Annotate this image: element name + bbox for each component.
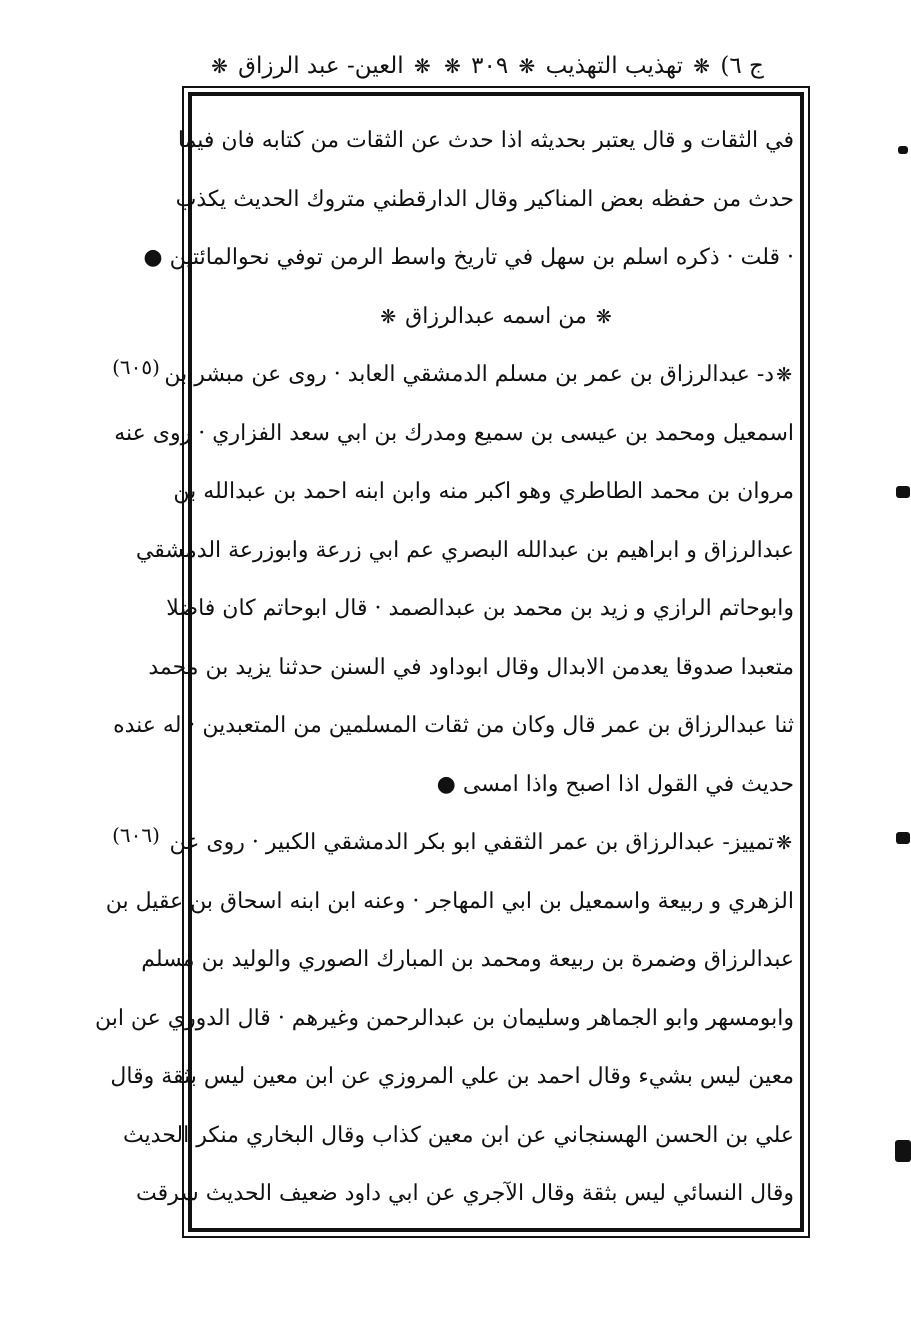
page-number: ٣٠٩ bbox=[471, 53, 509, 79]
rosette-icon: ❋ bbox=[518, 54, 536, 78]
text-line bbox=[143, 229, 794, 288]
text-line: عبدالرزاق وضمرة بن ربيعة ومحمد بن المبارك الصوري والوليد بن مسلم bbox=[141, 947, 794, 972]
entry-number-605: (٦٠٥) bbox=[112, 355, 160, 379]
rosette-icon: ❋ bbox=[380, 305, 397, 328]
text-line: معين ليس بشيء وقال احمد بن علي المروزي عن ابن معين ليس بثقة وقال bbox=[110, 1064, 794, 1089]
running-header: ج ٦) ❋ تهذيب التهذيب ❋ ٣٠٩ ❋ ❋ العين- عبد الرزاق ❋ bbox=[170, 46, 802, 86]
rosette-icon: ❋ bbox=[444, 54, 461, 78]
rosette-icon: ❋ bbox=[693, 54, 711, 78]
section-heading-text: من اسمه عبدالرزاق bbox=[405, 303, 587, 329]
line-end-dot-icon: ● bbox=[436, 771, 456, 797]
scan-mark bbox=[898, 146, 908, 154]
text-line: اسمعيل ومحمد بن عيسى بن سميع ومدرك بن ابي سعد الفزاري · روى عنه bbox=[114, 420, 794, 446]
text-line: وابوحاتم الرازي و زيد بن محمد بن عبدالصمد · قال ابوحاتم كان فاضلا bbox=[166, 596, 794, 621]
text-line: عبدالرزاق و ابراهيم بن عبدالله البصري عم ابي زرعة وابوزرعة الدمشقي bbox=[135, 537, 794, 563]
text-line-content: · قلت · ذكره اسلم بن سهل في تاريخ واسط الرمن توفي نحوالمائتين bbox=[169, 245, 794, 270]
scan-mark bbox=[896, 832, 910, 844]
line-end-dot-icon: ● bbox=[143, 245, 163, 270]
book-title: تهذيب التهذيب bbox=[545, 53, 683, 79]
rosette-icon: ❋ bbox=[211, 54, 228, 78]
rosette-icon: ❋ bbox=[776, 832, 792, 854]
entry-number-606: (٦٠٦) bbox=[112, 823, 160, 847]
rosette-icon: ❋ bbox=[776, 364, 792, 386]
scan-mark bbox=[895, 1140, 911, 1162]
rosette-icon: ❋ bbox=[595, 305, 612, 328]
scan-mark bbox=[896, 486, 910, 498]
text-line bbox=[169, 814, 794, 873]
text-line: وابومسهر وابو الجماهر وسليمان بن عبدالرحمن وغيرهم · قال الدوري عن ابن bbox=[94, 1005, 794, 1031]
text-line: متعبدا صدوقا يعدمن الابدال وقال ابوداود في السنن حدثنا يزيد بن محمد bbox=[148, 654, 794, 680]
text-line bbox=[164, 346, 794, 405]
text-line: ثنا عبدالرزاق بن عمر قال وكان من ثقات المسلمين من المتعبدين · له عنده bbox=[113, 713, 794, 738]
rosette-icon: ❋ bbox=[414, 54, 431, 78]
text-line-content: تمييز- عبدالرزاق بن عمر الثقفي ابو بكر الدمشقي الكبير · روى عن bbox=[169, 830, 775, 855]
text-line: علي بن الحسن الهسنجاني عن ابن معين كذاب وقال البخاري منكر الحديث bbox=[122, 1122, 794, 1148]
text-line-content: حديث في القول اذا اصبح واذا امسى bbox=[462, 771, 794, 797]
text-line bbox=[198, 756, 794, 815]
section-heading bbox=[198, 288, 794, 347]
text-line: حدث من حفظه بعض المناكير وقال الدارقطني متروك الحديث يكذب bbox=[175, 186, 794, 212]
text-line: مروان بن محمد الطاطري وهو اكبر منه وابن ابنه احمد بن عبدالله بن bbox=[173, 479, 794, 504]
text-line: وقال النسائي ليس بثقة وقال الآجري عن ابي داود ضعيف الحديث سرقت bbox=[136, 1181, 794, 1206]
volume-label: ج ٦ bbox=[729, 53, 764, 79]
text-line: الزهري و ربيعة واسمعيل بن ابي المهاجر · وعنه ابن ابنه اسحاق بن عقيل بن bbox=[105, 888, 794, 914]
text-line-content: د- عبدالرزاق بن عمر بن مسلم الدمشقي العابد · روى عن مبشر بن bbox=[164, 362, 775, 387]
text-line: في الثقات و قال يعتبر بحديثه اذا حدث عن الثقات من كتابه فان فيما bbox=[177, 128, 794, 153]
section-title: العين- عبد الرزاق bbox=[238, 53, 404, 79]
